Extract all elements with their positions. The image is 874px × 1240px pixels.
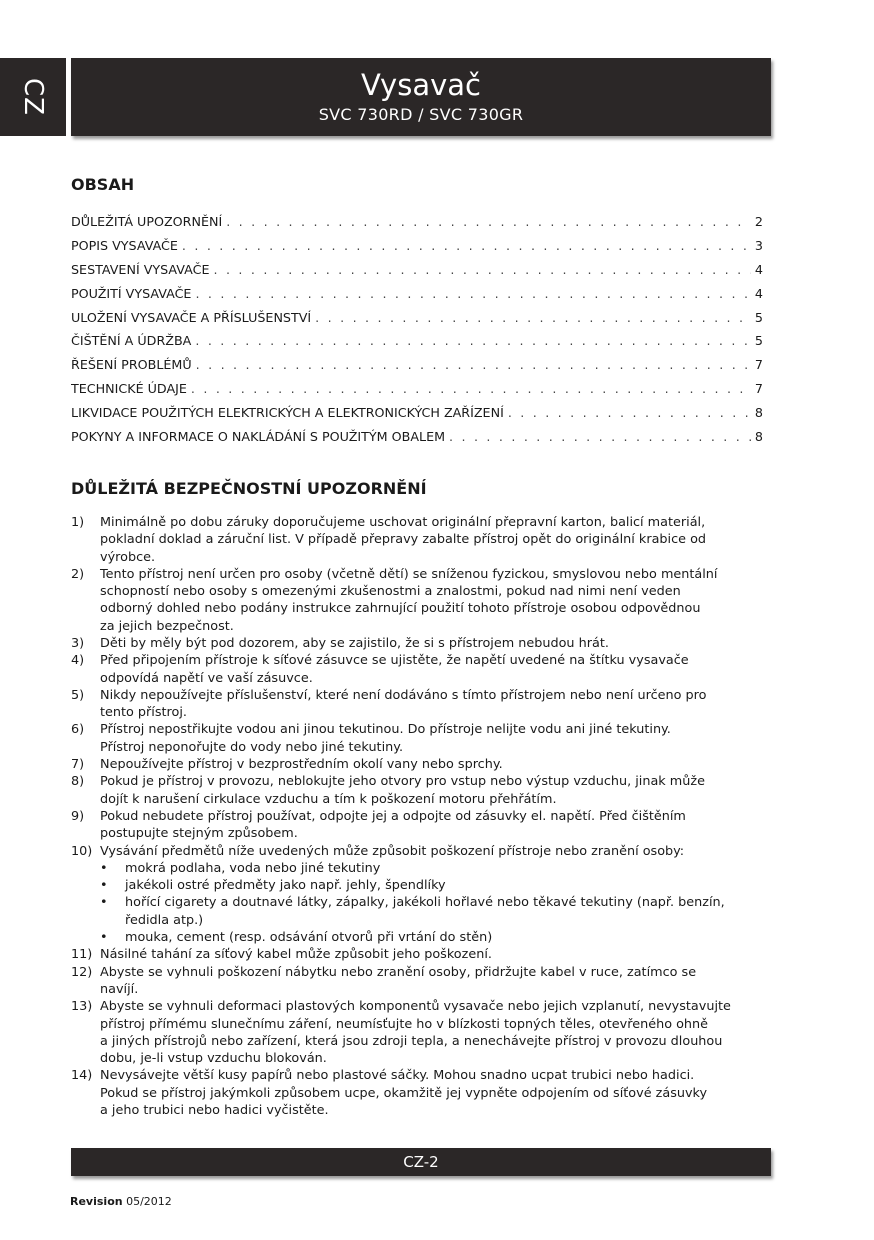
toc-entry-title: POKYNY A INFORMACE O NAKLÁDÁNÍ S POUŽITÝM OBALEM — [71, 429, 446, 445]
toc-entry-title: SESTAVENÍ VYSAVAČE — [71, 261, 210, 277]
item-text — [100, 514, 763, 566]
item-line: dobu, je-li vstup vzduchu blokován. — [100, 1051, 327, 1067]
sub-item-line: mouka, cement (resp. odsávání otvorů při vrtání do stěn) — [125, 930, 493, 946]
item-number: 3) — [71, 635, 85, 651]
item-line: Nepoužívejte přístroj v bezprostředním okolí vany nebo sprchy. — [100, 757, 503, 773]
item-text — [100, 964, 763, 999]
main-content — [71, 175, 763, 1119]
sub-item-line: mokrá podlaha, voda nebo jiné tekutiny — [125, 860, 381, 876]
item-number: 5) — [71, 687, 85, 703]
item-line: Děti by měly být pod dozorem, aby se zajistilo, že si s přístrojem nebudou hrát. — [100, 635, 609, 651]
item-line: Pokud nebudete přístroj používat, odpojte jej a odpojte od zásuvky el. napětí. Před čištěním — [100, 808, 686, 824]
item-number: 6) — [71, 722, 85, 738]
item-line: Nikdy nepoužívejte příslušenství, které není dodáváno s tímto přístrojem nebo není určeno pro — [100, 687, 707, 703]
toc-entry — [71, 357, 763, 381]
item-number: 4) — [71, 653, 85, 669]
page-title: Vysavač — [361, 68, 481, 102]
toc-entry-title: ŘEŠENÍ PROBLÉMŮ — [71, 357, 192, 373]
item-line: Abyste se vyhnuli poškození nábytku nebo zranění osoby, přidržujte kabel v ruce, zatímco se — [100, 964, 697, 980]
sub-item-text — [125, 877, 763, 894]
toc-entry — [71, 333, 763, 357]
language-tab — [0, 58, 66, 136]
toc-entry — [71, 405, 763, 429]
item-line: a jiných přístrojů nebo zařízení, která jsou zdroji tepla, a nenechávejte přístroj v provozu dlouhou — [100, 1033, 723, 1049]
item-number: 8) — [71, 774, 85, 790]
list-item — [71, 687, 763, 722]
item-line: dojít k narušení cirkulace vzduchu a tím k poškození motoru přehřátím. — [100, 791, 557, 807]
toc-entry-title: ČIŠTĚNÍ A ÚDRŽBA — [71, 333, 192, 349]
item-number: 11) — [71, 947, 93, 963]
list-item — [71, 514, 763, 566]
list-item — [71, 635, 763, 652]
item-number: 9) — [71, 808, 85, 824]
bullet-icon: • — [100, 895, 108, 911]
toc-entry — [71, 214, 763, 238]
list-item — [71, 998, 763, 1067]
sub-item — [100, 877, 763, 894]
sub-item — [100, 929, 763, 946]
toc-leader-dots — [191, 381, 751, 396]
list-item — [71, 652, 763, 687]
item-line: Vysávání předmětů níže uvedených může způsobit poškození přístroje nebo zranění osoby: — [100, 843, 685, 859]
item-line: výrobce. — [100, 549, 156, 565]
safety-list — [71, 514, 763, 1119]
item-number: 1) — [71, 514, 85, 530]
toc-leader-dots — [449, 429, 751, 444]
item-line: postupujte stejným způsobem. — [100, 826, 298, 842]
sub-item-line: hořící cigarety a doutnavé látky, zápalky, jakékoli hořlavé nebo těkavé tekutiny (např. benzín, — [125, 895, 725, 911]
sub-item-text — [125, 860, 763, 877]
page-header — [71, 58, 771, 136]
item-line: za jejich bezpečnost. — [100, 618, 234, 634]
item-line: Přístroj nepostřikujte vodou ani jinou tekutinou. Do přístroje nelijte vodu ani jiné tekutiny. — [100, 722, 671, 738]
toc-entry-title: POPIS VYSAVAČE — [71, 237, 178, 253]
sub-item-text — [125, 929, 763, 946]
item-line: navíjí. — [100, 981, 139, 997]
toc-entry-title: TECHNICKÉ ÚDAJE — [71, 381, 187, 397]
toc-entry-page: 7 — [754, 357, 763, 373]
toc-entry-page: 5 — [754, 333, 763, 349]
sub-item-line: jakékoli ostré předměty jako např. jehly, špendlíky — [125, 878, 446, 894]
toc-leader-dots — [226, 214, 751, 229]
item-text — [100, 687, 763, 722]
item-line: přístroj přímému slunečnímu záření, neumísťujte ho v blízkosti topných těles, otevřeného ohně — [100, 1016, 709, 1032]
item-text — [100, 773, 763, 808]
safety-heading: DŮLEŽITÁ BEZPEČNOSTNÍ UPOZORNĚNÍ — [71, 478, 427, 498]
toc-leader-dots — [508, 405, 751, 420]
item-text — [100, 843, 763, 947]
toc-entry — [71, 262, 763, 286]
toc-entry-page: 5 — [754, 309, 763, 325]
toc-entry-page: 8 — [754, 405, 763, 421]
item-line: Před připojením přístroje k síťové zásuvce se ujistěte, že napětí uvedené na štítku vysavače — [100, 653, 689, 669]
list-item — [71, 566, 763, 635]
bullet-icon: • — [100, 860, 108, 876]
list-item — [71, 773, 763, 808]
sub-item — [100, 860, 763, 877]
item-text — [100, 1067, 763, 1119]
item-line: tento přístroj. — [100, 705, 187, 721]
revision-note — [70, 1195, 172, 1208]
toc-leader-dots — [182, 238, 751, 253]
item-line: Nevysávejte větší kusy papírů nebo plastové sáčky. Mohou snadno ucpat trubici nebo hadici. — [100, 1068, 695, 1084]
toc-entry-page: 7 — [754, 381, 763, 397]
item-line: Tento přístroj není určen pro osoby (včetně dětí) se sníženou fyzickou, smyslovou nebo mentální — [100, 566, 718, 582]
item-text — [100, 998, 763, 1067]
table-of-contents — [71, 214, 763, 453]
revision-value: 05/2012 — [126, 1195, 172, 1208]
toc-entry — [71, 381, 763, 405]
model-numbers: SVC 730RD / SVC 730GR — [318, 105, 524, 124]
page-number: CZ-2 — [403, 1153, 439, 1171]
sub-item — [100, 894, 763, 929]
toc-entry-page: 2 — [754, 214, 763, 229]
bullet-icon: • — [100, 930, 108, 946]
list-item — [71, 1067, 763, 1119]
list-item — [71, 808, 763, 843]
sub-item-line: ředidla atp.) — [125, 912, 204, 928]
revision-label: Revision — [70, 1195, 123, 1208]
toc-entry — [71, 429, 763, 453]
item-line: a jeho trubici nebo hadici vyčistěte. — [100, 1103, 329, 1118]
language-code: CZ — [18, 78, 48, 116]
page-footer — [71, 1148, 771, 1176]
item-line: odborný dohled nebo podány instrukce zahrnující použití tohoto přístroje osobou odpovědnou — [100, 601, 701, 617]
toc-leader-dots — [195, 333, 751, 348]
item-line: Násilné tahání za síťový kabel může způsobit jeho poškození. — [100, 947, 492, 963]
toc-entry-title: POUŽITÍ VYSAVAČE — [71, 285, 192, 301]
toc-entry — [71, 238, 763, 262]
item-text — [100, 652, 763, 687]
item-line: Minimálně po dobu záruky doporučujeme uschovat originální přepravní karton, balicí materiál, — [100, 514, 706, 530]
toc-entry — [71, 310, 763, 334]
item-text — [100, 808, 763, 843]
item-line: Abyste se vyhnuli deformaci plastových komponentů vysavače nebo jejich vzplanutí, nevystavujte — [100, 999, 731, 1015]
list-item — [71, 756, 763, 773]
item-line: pokladní doklad a záruční list. V případě přepravy zabalte přístroj opět do originální krabice od — [100, 532, 707, 548]
item-number: 2) — [71, 566, 85, 582]
item-line: Přístroj neponořujte do vody nebo jiné tekutiny. — [100, 739, 404, 755]
toc-entry-page: 4 — [754, 261, 763, 277]
list-item — [71, 946, 763, 963]
item-number: 12) — [71, 964, 93, 980]
sub-item-text — [125, 894, 763, 929]
item-number: 14) — [71, 1068, 93, 1084]
toc-entry-title: LIKVIDACE POUŽITÝCH ELEKTRICKÝCH A ELEKTRONICKÝCH ZAŘÍZENÍ — [71, 405, 504, 421]
item-text — [100, 946, 763, 963]
item-line: Pokud se přístroj jakýmkoli způsobem ucpe, okamžitě jej vypněte odpojením od síťové zásuvky — [100, 1085, 708, 1101]
toc-heading: OBSAH — [71, 175, 135, 194]
toc-leader-dots — [195, 286, 750, 301]
toc-entry-page: 8 — [754, 429, 763, 445]
item-number: 10) — [71, 843, 93, 859]
bullet-icon: • — [100, 878, 108, 894]
list-item — [71, 843, 763, 947]
item-text — [100, 756, 763, 773]
toc-leader-dots — [196, 357, 751, 372]
item-text — [100, 721, 763, 756]
toc-entry-title: ULOŽENÍ VYSAVAČE A PŘÍSLUŠENSTVÍ — [71, 309, 312, 325]
item-line: schopností nebo osoby s omezenými zkušenostmi a znalostmi, pokud nad nimi není veden — [100, 584, 681, 600]
item-text — [100, 566, 763, 635]
item-text — [100, 635, 763, 652]
toc-leader-dots — [214, 262, 751, 277]
toc-entry-page: 3 — [754, 237, 763, 253]
item-line: Pokud je přístroj v provozu, neblokujte jeho otvory pro vstup nebo výstup vzduchu, jinak může — [100, 774, 705, 790]
toc-entry-page: 4 — [754, 285, 763, 301]
item-line: odpovídá napětí ve vaší zásuvce. — [100, 670, 313, 686]
list-item — [71, 964, 763, 999]
toc-leader-dots — [315, 310, 751, 325]
toc-entry-title: DŮLEŽITÁ UPOZORNĚNÍ — [71, 214, 223, 229]
list-item — [71, 721, 763, 756]
item-number: 13) — [71, 999, 93, 1015]
item-number: 7) — [71, 757, 85, 773]
toc-entry — [71, 286, 763, 310]
